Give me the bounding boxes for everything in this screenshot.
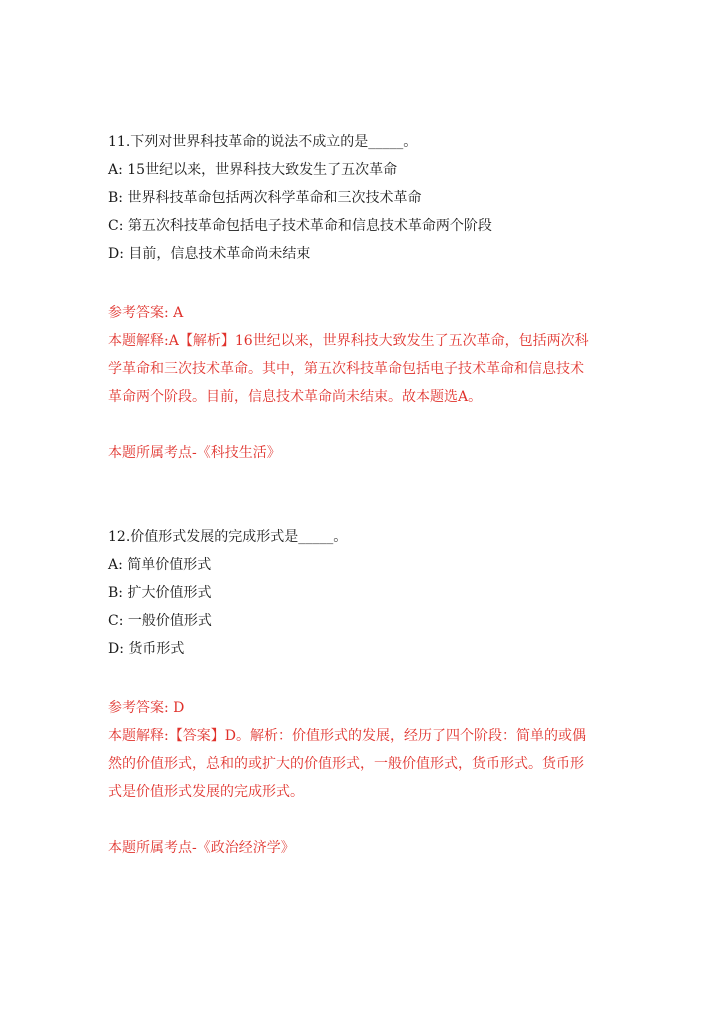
answer-block	[108, 299, 618, 467]
explanation-line: 学革命和三次技术革命。其中，第五次科技革命包括电子技术革命和信息技术	[108, 361, 584, 377]
explanation-line: 本题解释:A【解析】16世纪以来，世界科技大致发生了五次革命，包括两次科	[108, 333, 589, 349]
question-11	[108, 128, 618, 467]
option-d: D: 货币形式	[108, 641, 185, 657]
explanation-line: 革命两个阶段。目前，信息技术革命尚未结束。故本题选A。	[108, 389, 483, 405]
option-b: B: 世界科技革命包括两次科学革命和三次技术革命	[108, 190, 422, 206]
reference-answer: 参考答案: D	[108, 700, 185, 716]
topic-label: 本题所属考点-《政治经济学》	[108, 840, 295, 856]
option-a: A: 简单价值形式	[108, 557, 212, 573]
option-c: C: 第五次科技革命包括电子技术革命和信息技术革命两个阶段	[108, 218, 492, 234]
question-stem: 11.下列对世界科技革命的说法不成立的是_____。	[108, 134, 418, 150]
option-c: C: 一般价值形式	[108, 613, 212, 629]
explanation-line: 然的价值形式，总和的或扩大的价值形式，一般价值形式，货币形式。货币形	[108, 756, 584, 772]
option-a: A: 15世纪以来，世界科技大致发生了五次革命	[108, 162, 398, 178]
option-d: D: 目前，信息技术革命尚未结束	[108, 246, 311, 262]
option-b: B: 扩大价值形式	[108, 585, 212, 601]
topic-label: 本题所属考点-《科技生活》	[108, 445, 281, 461]
explanation-line: 式是价值形式发展的完成形式。	[108, 784, 304, 800]
question-12	[108, 523, 618, 862]
question-stem: 12.价值形式发展的完成形式是_____。	[108, 529, 348, 545]
answer-block	[108, 694, 618, 862]
reference-answer: 参考答案: A	[108, 305, 184, 321]
explanation-line: 本题解释:【答案】D。解析：价值形式的发展，经历了四个阶段：简单的或偶	[108, 728, 586, 744]
